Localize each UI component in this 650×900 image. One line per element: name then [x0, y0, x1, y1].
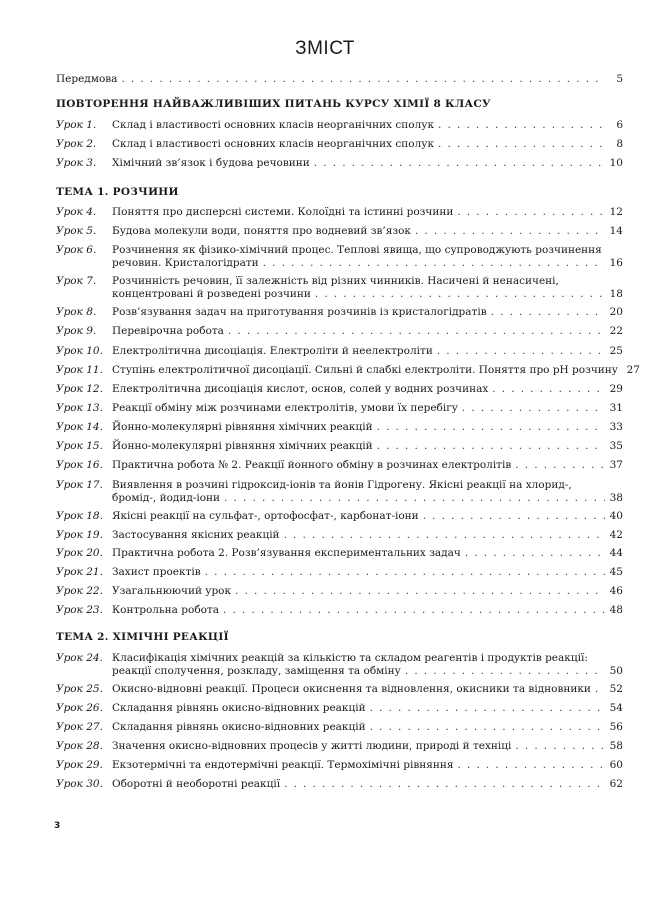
entry-title-line: Практична робота № 2. Реакції йонного обміну в розчинах електролітів — [112, 459, 512, 471]
entry-title-line: Контрольна робота — [112, 604, 220, 616]
lesson-label: Урок 22. — [56, 585, 103, 597]
page-number: 37 — [609, 459, 623, 471]
page-number: 29 — [609, 383, 623, 395]
page-number: 20 — [609, 306, 623, 318]
page-number: 10 — [609, 157, 623, 169]
lesson-label: Урок 29. — [56, 759, 103, 771]
leader-dots — [458, 759, 606, 772]
lesson-label: Урок 14. — [56, 421, 103, 433]
entry-title-line: Розчинення як фізико-хімічний процес. Теплові явища, що супроводжують розчинення — [112, 244, 602, 256]
entry-title-line: Будова молекули води, поняття про водневий зв’язок — [112, 225, 411, 237]
lesson-label: Урок 3. — [56, 157, 97, 169]
lesson-label: Урок 7. — [56, 275, 97, 287]
leader-dots — [438, 119, 605, 132]
lesson-label: Урок 27. — [56, 721, 103, 733]
page-number: 54 — [609, 702, 623, 714]
page-number: 12 — [609, 206, 623, 218]
lesson-label: Урок 6. — [56, 244, 97, 256]
leader-dots — [595, 683, 605, 696]
leader-dots — [284, 529, 605, 542]
preface-label: Передмова — [56, 73, 118, 85]
entry-title-line: Перевірочна робота — [112, 325, 224, 337]
entry-title-line: Окисно-відновні реакції. Процеси окиснення та відновлення, окисники та відновники — [112, 683, 591, 695]
section-heading: ТЕМА 1. РОЗЧИНИ — [56, 186, 179, 198]
lesson-label: Урок 23. — [56, 604, 103, 616]
page-number: 27 — [626, 364, 640, 376]
lesson-label: Урок 17. — [56, 479, 103, 491]
leader-dots — [423, 510, 605, 523]
entry-title-line: Електролітична дисоціація кислот, основ, солей у водних розчинах — [112, 383, 489, 395]
lesson-label: Урок 20. — [56, 547, 103, 559]
page-number: 62 — [609, 778, 623, 790]
page-number: 44 — [609, 547, 623, 559]
leader-dots — [415, 225, 605, 238]
leader-dots — [438, 138, 605, 151]
entry-title-line: Якісні реакції на сульфат-, ортофосфат-, карбонат-іони — [112, 510, 419, 522]
page-number: 40 — [609, 510, 623, 522]
leader-dots — [224, 492, 605, 505]
leader-dots — [228, 325, 605, 338]
lesson-label: Урок 8. — [56, 306, 97, 318]
entry-title-line: Йонно-молекулярні рівняння хімічних реакцій — [112, 440, 373, 452]
lesson-label: Урок 2. — [56, 138, 97, 150]
page-number: 60 — [609, 759, 623, 771]
page-number: 52 — [609, 683, 623, 695]
entry-title-line: Застосування якісних реакцій — [112, 529, 280, 541]
entry-title-line: Класифікація хімічних реакцій за кількістю та складом реагентів і продуктів реакції: — [112, 652, 588, 664]
page-number: 8 — [616, 138, 623, 150]
lesson-label: Урок 28. — [56, 740, 103, 752]
leader-dots — [515, 740, 605, 753]
leader-dots — [465, 547, 605, 560]
entry-title-line: Екзотермічні та ендотермічні реакції. Термохімічні рівняння — [112, 759, 454, 771]
page-number: 16 — [609, 257, 623, 269]
entry-title-line: Хімічний зв’язок і будова речовини — [112, 157, 310, 169]
entry-title-line: Оборотні й необоротні реакції — [112, 778, 281, 790]
entry-title-line: Йонно-молекулярні рівняння хімічних реакцій — [112, 421, 373, 433]
lesson-label: Урок 24. — [56, 652, 103, 664]
entry-title-line: Значення окисно-відновних процесів у житті людини, природі й техніці — [112, 740, 512, 752]
lesson-label: Урок 12. — [56, 383, 103, 395]
lesson-label: Урок 11. — [56, 364, 103, 376]
page-number: 18 — [609, 288, 623, 300]
page-number: 35 — [609, 440, 623, 452]
lesson-label: Урок 19. — [56, 529, 103, 541]
leader-dots — [515, 459, 605, 472]
leader-dots — [377, 440, 605, 453]
entry-title-line: Ступінь електролітичної дисоціації. Сильні й слабкі електроліти. Поняття про pH розчину — [112, 364, 618, 376]
entry-title-line: Поняття про дисперсні системи. Колоїдні та істинні розчини — [112, 206, 454, 218]
leader-dots — [284, 778, 605, 791]
page-number: 56 — [609, 721, 623, 733]
toc-entry-preface[interactable] — [56, 73, 623, 85]
entry-title-line: Склад і властивості основних класів неорганічних сполук — [112, 119, 435, 131]
page-number: 38 — [609, 492, 623, 504]
lesson-label: Урок 15. — [56, 440, 103, 452]
entry-title-line: Склад і властивості основних класів неорганічних сполук — [112, 138, 435, 150]
page-number: 50 — [609, 665, 623, 677]
page-number: 46 — [609, 585, 623, 597]
entry-title-line: речовин. Кристалогідрати — [112, 257, 259, 269]
lesson-label: Урок 18. — [56, 510, 103, 522]
leader-dots — [121, 73, 605, 85]
leader-dots — [370, 702, 605, 715]
entry-title-line: Захист проектів — [112, 566, 201, 578]
leader-dots — [370, 721, 605, 734]
entry-title-line: концентровані й розведені розчини — [112, 288, 311, 300]
lesson-label: Урок 25. — [56, 683, 103, 695]
page-number: 6 — [616, 119, 623, 131]
leader-dots — [457, 206, 605, 219]
page-number: 48 — [609, 604, 623, 616]
lesson-label: Урок 9. — [56, 325, 97, 337]
lesson-label: Урок 21. — [56, 566, 103, 578]
entry-title-line: реакції сполучення, розкладу, заміщення та обміну — [112, 665, 401, 677]
entry-title-line: Складання рівнянь окисно-відновних реакцій — [112, 702, 366, 714]
page-number: 42 — [609, 529, 623, 541]
leader-dots — [315, 288, 605, 301]
entry-title-line: Узагальнюючий урок — [112, 585, 232, 597]
page-number: 45 — [609, 566, 623, 578]
entry-title-line: Складання рівнянь окисно-відновних реакцій — [112, 721, 366, 733]
page-number: 14 — [609, 225, 623, 237]
entry-title-line: бромід-, йодид-іони — [112, 492, 221, 504]
lesson-label: Урок 5. — [56, 225, 97, 237]
leader-dots — [377, 421, 605, 434]
entry-title-line: Реакції обміну між розчинами електролітів, умови їх перебігу — [112, 402, 458, 414]
leader-dots — [462, 402, 605, 415]
leader-dots — [492, 383, 605, 396]
footer-page-number: 3 — [54, 821, 61, 831]
page-number: 5 — [616, 73, 623, 85]
leader-dots — [491, 306, 605, 319]
lesson-label: Урок 4. — [56, 206, 97, 218]
entry-title-line: Розчинність речовин, її залежність від різних чинників. Насичені й ненасичені, — [112, 275, 559, 287]
lesson-label: Урок 10. — [56, 345, 103, 357]
lesson-label: Урок 26. — [56, 702, 103, 714]
entry-title-line: Електролітична дисоціація. Електроліти й неелектроліти — [112, 345, 433, 357]
page-number: 25 — [609, 345, 623, 357]
section-heading: ПОВТОРЕННЯ НАЙВАЖЛИВІШИХ ПИТАНЬ КУРСУ ХІМІЇ 8 КЛАСУ — [56, 98, 491, 110]
page-number: 58 — [609, 740, 623, 752]
leader-dots — [263, 257, 605, 270]
leader-dots — [223, 604, 605, 617]
leader-dots — [437, 345, 605, 358]
entry-title-line: Практична робота 2. Розв’язування експериментальних задач — [112, 547, 461, 559]
page-number: 31 — [609, 402, 623, 414]
page-number: 33 — [609, 421, 623, 433]
lesson-label: Урок 16. — [56, 459, 103, 471]
section-heading: ТЕМА 2. ХІМІЧНІ РЕАКЦІЇ — [56, 631, 229, 643]
lesson-label: Урок 30. — [56, 778, 103, 790]
leader-dots — [205, 566, 605, 579]
lesson-label: Урок 13. — [56, 402, 103, 414]
page-title: ЗМІСТ — [295, 38, 355, 59]
lesson-label: Урок 1. — [56, 119, 97, 131]
leader-dots — [405, 665, 605, 678]
leader-dots — [314, 157, 605, 170]
page-number: 22 — [609, 325, 623, 337]
entry-title-line: Виявлення в розчині гідроксид-іонів та йонів Гідрогену. Якісні реакції на хлорид-, — [112, 479, 572, 491]
entry-title-line: Розв’язування задач на приготування розчинів із кристалогідратів — [112, 306, 487, 318]
leader-dots — [235, 585, 605, 598]
